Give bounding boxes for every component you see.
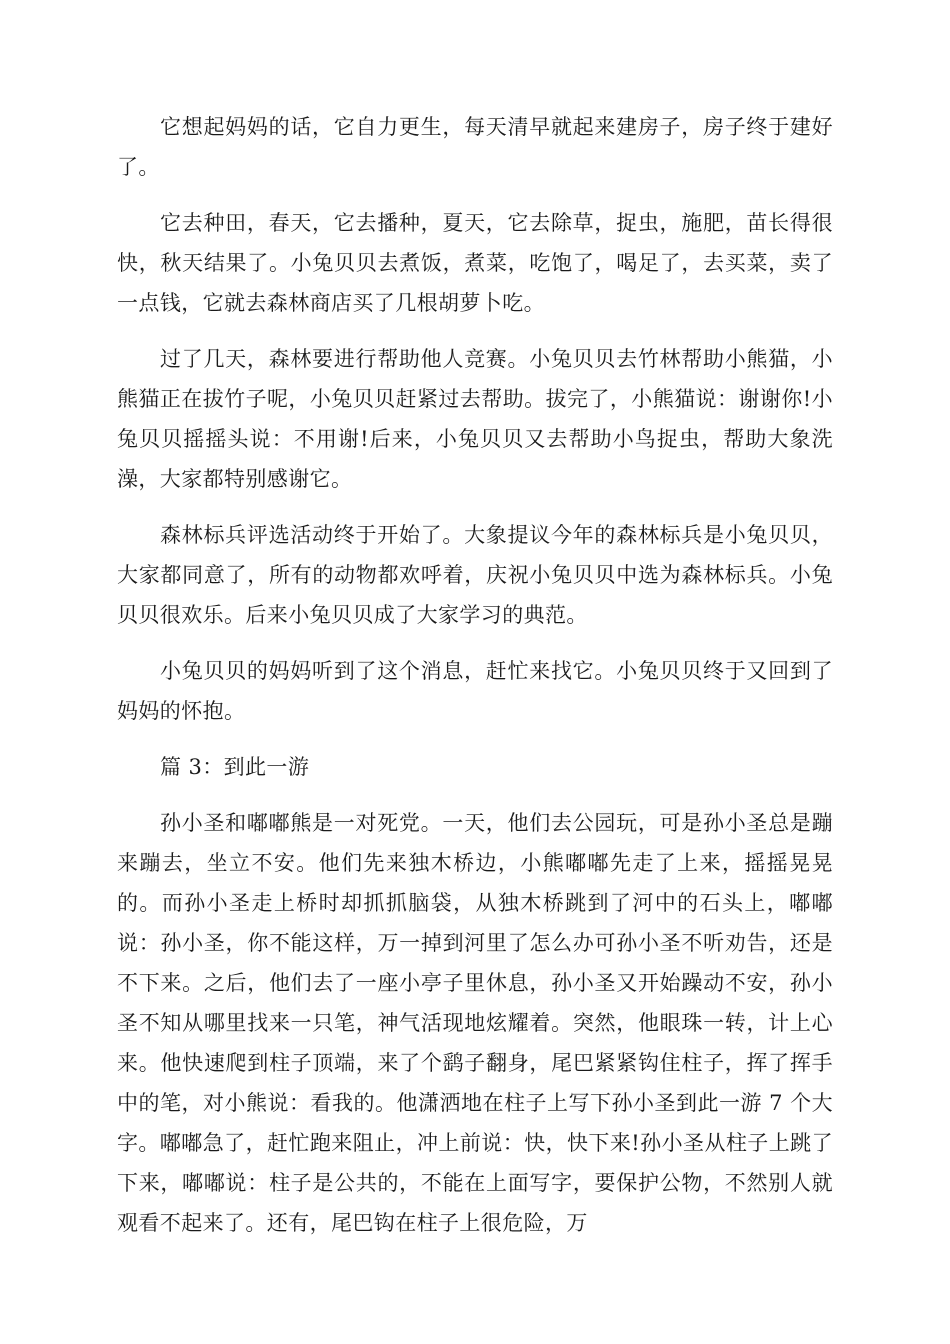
paragraph-4: 森林标兵评选活动终于开始了。大象提议今年的森林标兵是小兔贝贝，大家都同意了，所有的动物都欢呼着，庆祝小兔贝贝中选为森林标兵。小兔贝贝很欢乐。后来小兔贝贝成了大家学习的典范。 <box>117 523 833 627</box>
paragraph-5: 小兔贝贝的妈妈听到了这个消息，赶忙来找它。小兔贝贝终于又回到了妈妈的怀抱。 <box>117 659 833 723</box>
section-heading: 篇 3：到此一游 <box>160 755 310 779</box>
document-page <box>117 107 833 1259</box>
paragraph-1: 它想起妈妈的话，它自力更生，每天清早就起来建房子，房子终于建好了。 <box>117 115 833 179</box>
paragraph-2: 它去种田，春天，它去播种，夏天，它去除草，捉虫，施肥，苗长得很快，秋天结果了。小兔贝贝去煮饭，煮菜，吃饱了，喝足了，去买菜，卖了一点钱，它就去森林商店买了几根胡萝卜吃。 <box>117 211 833 315</box>
paragraph-3: 过了几天，森林要进行帮助他人竞赛。小兔贝贝去竹林帮助小熊猫，小熊猫正在拔竹子呢，小兔贝贝赶紧过去帮助。拔完了，小熊猫说：谢谢你!小兔贝贝摇摇头说：不用谢!后来，小兔贝贝又去帮助小鸟捉虫，帮助大象洗澡，大家都特别感谢它。 <box>117 347 833 491</box>
story-paragraph: 孙小圣和嘟嘟熊是一对死党。一天，他们去公园玩，可是孙小圣总是蹦来蹦去，坐立不安。他们先来独木桥边，小熊嘟嘟先走了上来，摇摇晃晃的。而孙小圣走上桥时却抓抓脑袋，从独木桥跳到了河中的石头上，嘟嘟说：孙小圣，你不能这样，万一掉到河里了怎么办可孙小圣不听劝告，还是不下来。之后，他们去了一座小亭子里休息，孙小圣又开始躁动不安，孙小圣不知从哪里找来一只笔，神气活现地炫耀着。突然，他眼珠一转，计上心来。他快速爬到柱子顶端，来了个鹞子翻身，尾巴紧紧钩住柱子，挥了挥手中的笔，对小熊说：看我的。他潇洒地在柱子上写下孙小圣到此一游 7 个大字。嘟嘟急了，赶忙跑来阻止，冲上前说：快，快下来!孙小圣从柱子上跳了下来，嘟嘟说：柱子是公共的，不能在上面写字，要保护公物，不然别人就观看不起来了。还有，尾巴钩在柱子上很危险，万 <box>117 811 833 1235</box>
